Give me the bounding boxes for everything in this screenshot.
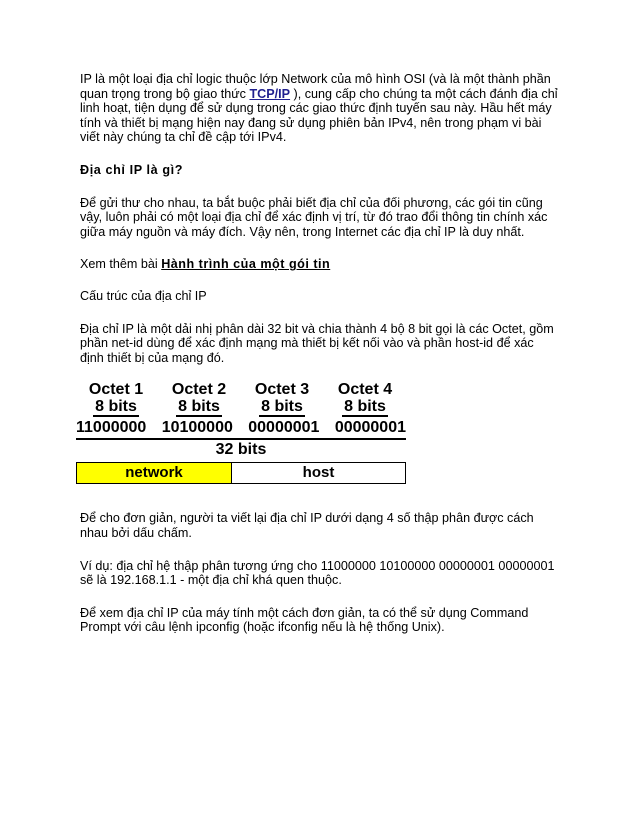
octet-header [159, 381, 239, 417]
network-segment: network [77, 463, 232, 483]
octet-bits: 8 bits [95, 398, 137, 416]
octet-header [325, 381, 405, 417]
octet-bits: 8 bits [178, 398, 220, 416]
octet-header [242, 381, 322, 417]
intro-paragraph [80, 72, 560, 145]
octet-binary: 11000000 [76, 419, 147, 437]
ipconfig-paragraph: Để xem địa chỉ IP của máy tính một cách đơn giản, ta có thể sử dụng Command Prompt với câu lệnh ipconfig (hoặc ifconfig nếu là hệ thống Unix). [80, 605, 529, 635]
intro-text-end: ), cung cấp cho chúng ta một cách đánh địa chỉ linh hoạt, tiện dụng để sử dụng trong các giao thức định tuyến sau này. Hầu hết máy tính và thiết bị mạng hiện nay đang sử dụng phiên bản IPv4, nên trong phạm vi bài viết này chúng ta chỉ đề cập tới IPv4. [80, 86, 558, 145]
octet-label: Octet 3 [254, 381, 310, 399]
octet-binary: 00000001 [248, 419, 320, 437]
octet-bits: 8 bits [261, 398, 303, 416]
document-body [76, 72, 560, 635]
intro-text-start: IP là một loại địa chỉ logic thuộc lớp Network của mô hình OSI (và là một thành phần quan trọng trong bộ giao thức [80, 72, 551, 101]
see-also-prefix: Xem thêm bài [80, 257, 162, 272]
decimal-notation-paragraph: Để cho đơn giản, người ta viết lại địa chỉ IP dưới dạng 4 số thập phân được cách nhau bởi dấu chấm. [80, 511, 534, 540]
octet-label: Octet 4 [337, 381, 393, 399]
network-host-bar [76, 462, 406, 484]
octet-label: Octet 1 [88, 381, 144, 399]
example-paragraph: Ví dụ: địa chỉ hệ thập phân tương ứng cho 11000000 10100000 00000001 00000001 sẽ là 192.168.1.1 - một địa chỉ khá quen thuộc. [80, 558, 555, 588]
total-bits-label: 32 bits [215, 441, 267, 459]
definition-paragraph: Để gửi thư cho nhau, ta bắt buộc phải biết địa chỉ của đối phương, các gói tin cũng vậy, luôn phải có một loại địa chỉ để xác định vị trí, từ đó trao đổi thông tin chính xác giữa máy nguồn và máy đích. Vậy nên, trong Internet các địa chỉ IP là duy nhất. [80, 195, 548, 239]
octet-binary: 00000001 [334, 419, 406, 437]
octet-binary: 10100000 [161, 419, 233, 437]
packet-journey-link[interactable]: Hành trình của một gói tin [161, 257, 331, 272]
section-heading: Địa chỉ IP là gì? [80, 162, 184, 177]
see-also-paragraph [80, 257, 560, 272]
structure-paragraph: Địa chỉ IP là một dải nhị phân dài 32 bit và chia thành 4 bộ 8 bit gọi là các Octet, gồm phần net-id dùng để xác định mạng mà thiết bị kết nối vào và phần host-id để xác định thiết bị của mạng đó. [80, 321, 554, 365]
host-segment: host [232, 463, 405, 483]
octet-header [76, 381, 156, 417]
binary-row [76, 419, 406, 440]
octet-bits: 8 bits [344, 398, 386, 416]
octet-label: Octet 2 [171, 381, 227, 399]
tcpip-link[interactable]: TCP/IP [249, 86, 291, 101]
ip-octet-diagram [76, 381, 406, 481]
structure-title: Cấu trúc của địa chỉ IP [80, 288, 207, 303]
